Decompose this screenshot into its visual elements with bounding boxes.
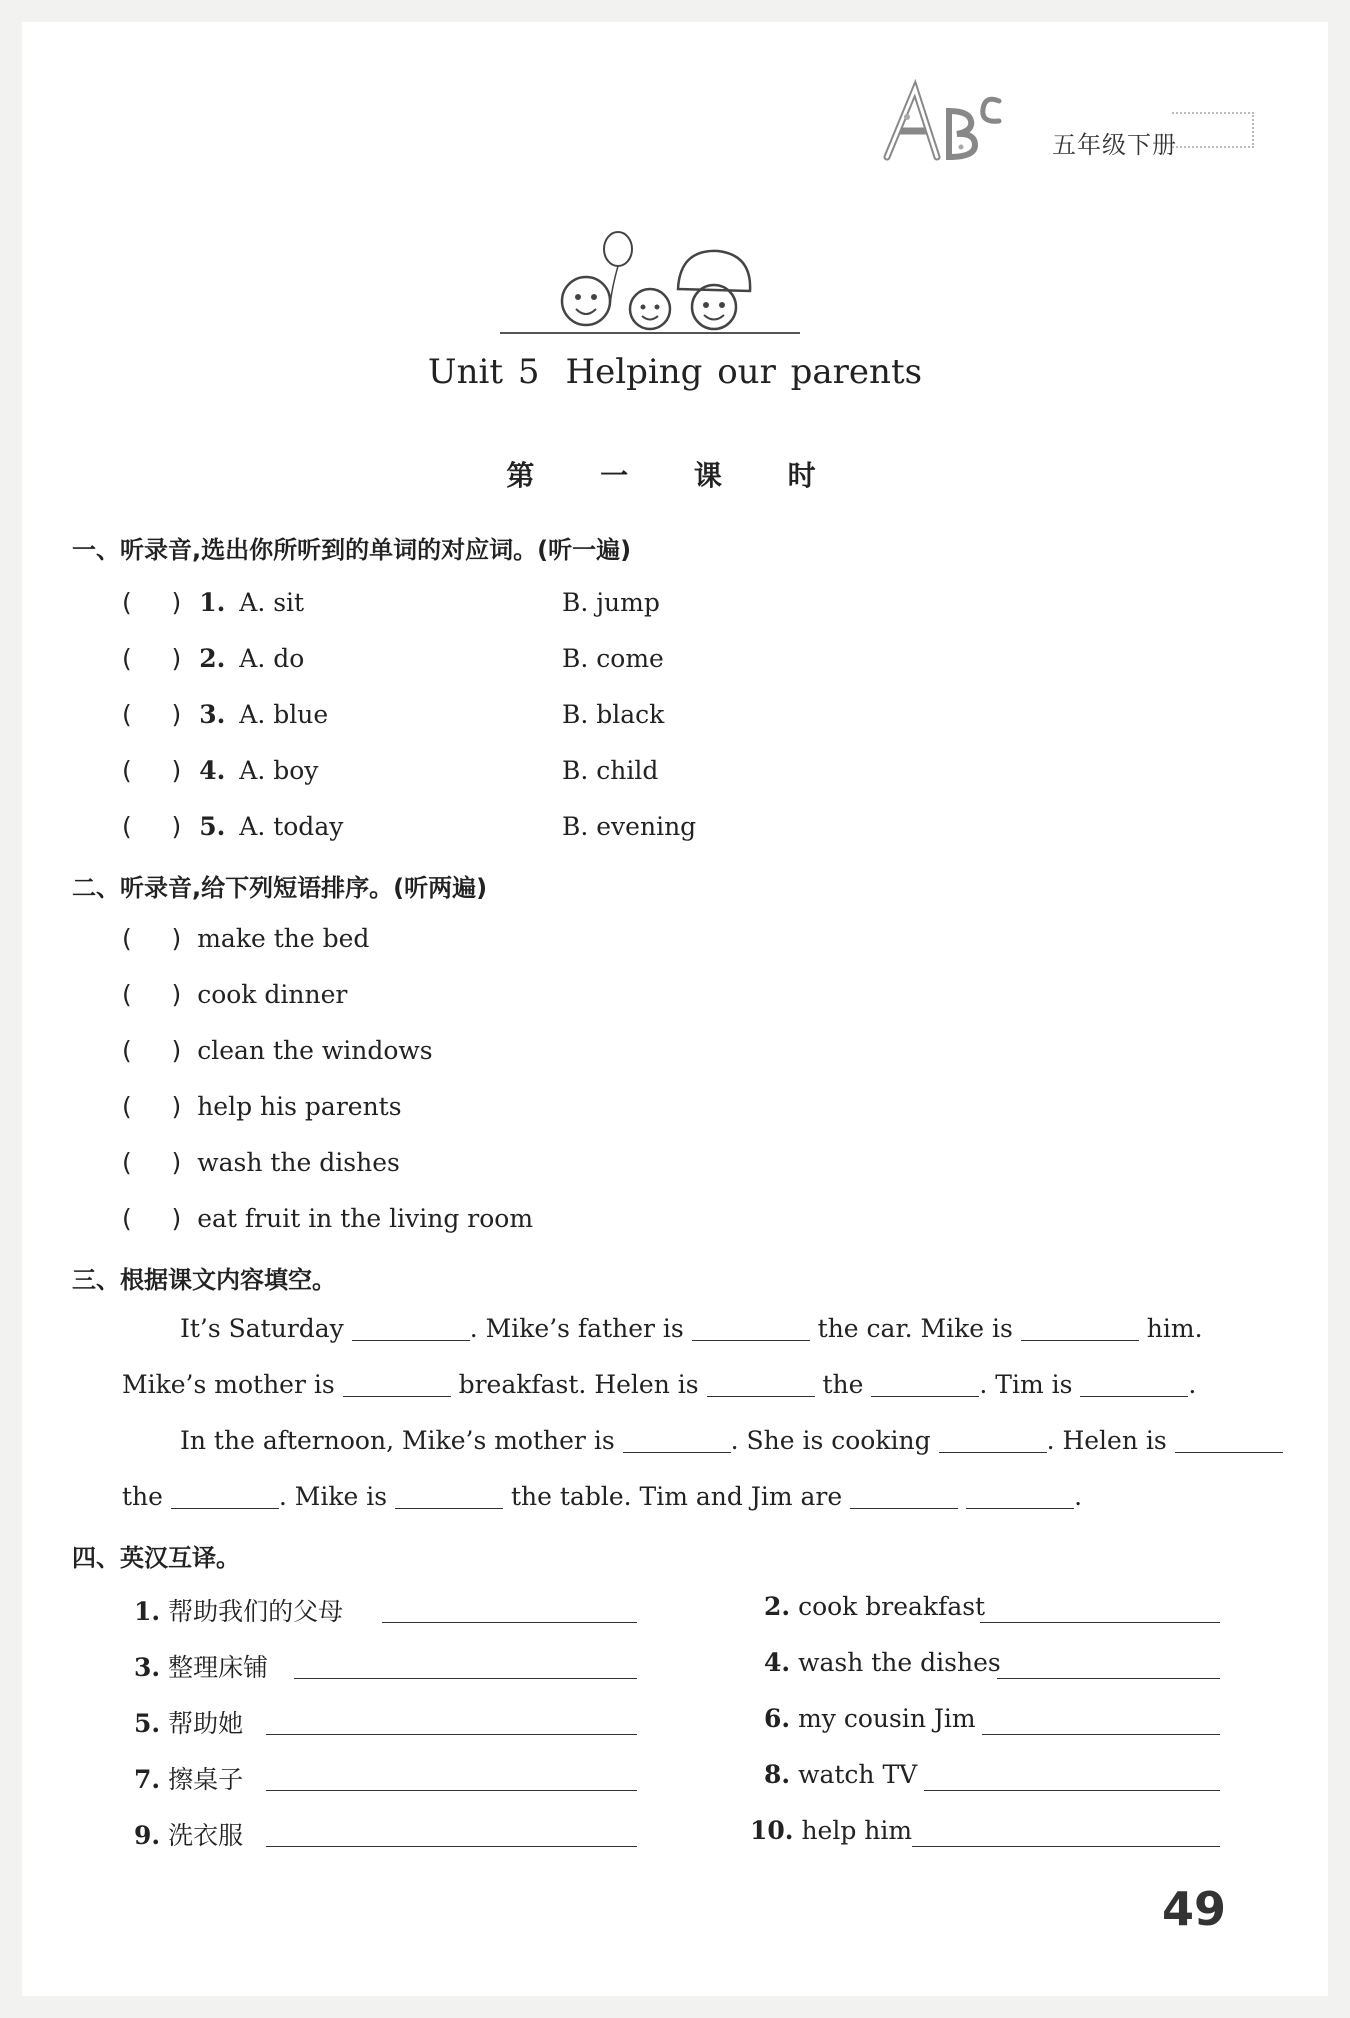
kids-illustration-icon [500, 227, 800, 342]
item-text: 擦桌子 [168, 1765, 244, 1794]
item-number: 9. [134, 1821, 161, 1850]
item-text: 洗衣服 [168, 1821, 244, 1850]
item-number: 4. [199, 756, 226, 785]
s1-item-2 [122, 644, 304, 673]
section3-title: 三、根据课文内容填空。 [72, 1266, 336, 1294]
fill-line-3 [180, 1426, 1283, 1455]
text-segment: Mike’s mother is [122, 1370, 335, 1399]
fill-blank[interactable] [871, 1370, 979, 1397]
s1-item-3 [122, 700, 328, 729]
section4-title: 四、英汉互译。 [72, 1544, 240, 1572]
answer-line[interactable] [294, 1678, 637, 1679]
unit-name: Helping our parents [565, 352, 923, 392]
text-segment: In the afternoon, Mike’s mother is [180, 1426, 615, 1455]
grade-label: 五年级下册 [1052, 131, 1177, 159]
answer-line[interactable] [982, 1734, 1220, 1735]
phrase: eat fruit in the living room [197, 1204, 534, 1233]
s4-left-item [134, 1648, 268, 1684]
text-segment: the [822, 1370, 864, 1399]
s4-left-item [134, 1704, 243, 1740]
answer-line[interactable] [266, 1734, 637, 1735]
phrase: wash the dishes [197, 1148, 400, 1177]
text-segment: It’s Saturday [180, 1314, 344, 1343]
s1-item-4 [122, 756, 318, 785]
option-a: A. blue [239, 700, 329, 729]
text-segment: breakfast. Helen is [458, 1370, 699, 1399]
s4-right-item [764, 1648, 1001, 1677]
fill-blank[interactable] [395, 1482, 503, 1509]
s2-item [122, 1036, 433, 1065]
answer-line[interactable] [924, 1790, 1220, 1791]
item-number: 1. [134, 1597, 161, 1626]
section2-title: 二、听录音,给下列短语排序。(听两遍) [72, 874, 488, 902]
fill-blank[interactable] [1021, 1314, 1139, 1341]
item-text: help him [801, 1816, 913, 1845]
s4-left-item [134, 1760, 243, 1796]
fill-line-2 [122, 1370, 1196, 1399]
item-number: 1. [199, 588, 226, 617]
fill-blank[interactable] [850, 1482, 958, 1509]
fill-blank[interactable] [1080, 1370, 1188, 1397]
s4-right-item [764, 1760, 917, 1789]
s2-item [122, 1204, 533, 1233]
phrase: help his parents [197, 1092, 402, 1121]
s1-item-1 [122, 588, 304, 617]
answer-bracket[interactable]: ( ) [122, 644, 182, 673]
text-segment: . Tim is [979, 1370, 1073, 1399]
text-segment: . Helen is [1046, 1426, 1167, 1455]
item-text: cook breakfast [798, 1592, 986, 1621]
answer-bracket[interactable]: ( ) [122, 1148, 182, 1177]
answer-bracket[interactable]: ( ) [122, 1092, 182, 1121]
text-segment: . [1188, 1370, 1197, 1399]
text-segment: him. [1146, 1314, 1203, 1343]
item-number: 2. [764, 1592, 791, 1621]
answer-bracket[interactable]: ( ) [122, 812, 182, 841]
s2-item [122, 924, 369, 953]
s4-right-item [764, 1704, 976, 1733]
s1-item-5 [122, 812, 343, 841]
abc-logo-icon [867, 77, 1047, 172]
item-number: 3. [134, 1653, 161, 1682]
item-text: 帮助我们的父母 [168, 1597, 344, 1626]
phrase: make the bed [197, 924, 370, 953]
s4-right-item [764, 1592, 985, 1621]
option-b: B. child [562, 756, 659, 785]
item-text: my cousin Jim [798, 1704, 976, 1733]
answer-line[interactable] [382, 1622, 637, 1623]
text-segment: . [1074, 1482, 1083, 1511]
page-number: 49 [1162, 1882, 1227, 1936]
text-segment: the [122, 1482, 163, 1511]
option-a: A. boy [239, 756, 319, 785]
fill-blank[interactable] [343, 1370, 451, 1397]
item-number: 2. [199, 644, 226, 673]
fill-blank[interactable] [352, 1314, 470, 1341]
answer-bracket[interactable]: ( ) [122, 588, 182, 617]
item-number: 8. [764, 1760, 791, 1789]
phrase: cook dinner [197, 980, 348, 1009]
item-number: 6. [764, 1704, 791, 1733]
option-a: A. today [239, 812, 344, 841]
text-segment: the car. Mike is [817, 1314, 1013, 1343]
fill-blank[interactable] [171, 1482, 279, 1509]
answer-line[interactable] [266, 1790, 637, 1791]
fill-blank[interactable] [707, 1370, 815, 1397]
s2-item [122, 1092, 402, 1121]
item-text: wash the dishes [798, 1648, 1001, 1677]
option-b: B. black [562, 700, 665, 729]
item-number: 5. [134, 1709, 161, 1738]
s4-left-item [134, 1816, 243, 1852]
text-segment: . Mike is [278, 1482, 388, 1511]
option-b: B. evening [562, 812, 697, 841]
option-b: B. jump [562, 588, 660, 617]
option-b: B. come [562, 644, 664, 673]
answer-bracket[interactable]: ( ) [122, 700, 182, 729]
text-segment: . She is cooking [730, 1426, 931, 1455]
s4-left-item [134, 1592, 343, 1628]
item-number: 10. [750, 1816, 794, 1845]
answer-bracket[interactable]: ( ) [122, 1204, 182, 1233]
answer-line[interactable] [266, 1846, 637, 1847]
item-number: 3. [199, 700, 226, 729]
fill-blank[interactable] [939, 1426, 1047, 1453]
item-text: watch TV [798, 1760, 918, 1789]
phrase: clean the windows [197, 1036, 433, 1065]
fill-blank[interactable] [623, 1426, 731, 1453]
answer-bracket[interactable]: ( ) [122, 1036, 182, 1065]
item-number: 7. [134, 1765, 161, 1794]
option-a: A. do [239, 644, 305, 673]
fill-blank[interactable] [1175, 1426, 1283, 1453]
s2-item [122, 980, 347, 1009]
fill-line-4 [122, 1482, 1082, 1511]
fill-blank[interactable] [966, 1482, 1074, 1509]
fill-blank[interactable] [692, 1314, 810, 1341]
unit-label: Unit 5 [427, 352, 540, 392]
header-dotted-frame [1172, 112, 1254, 148]
text-segment: the table. Tim and Jim are [511, 1482, 843, 1511]
answer-bracket[interactable]: ( ) [122, 980, 182, 1009]
answer-line[interactable] [997, 1678, 1220, 1679]
answer-line[interactable] [980, 1622, 1220, 1623]
s2-item [122, 1148, 400, 1177]
fill-line-1 [180, 1314, 1203, 1343]
answer-bracket[interactable]: ( ) [122, 756, 182, 785]
s4-right-item [750, 1816, 912, 1845]
text-segment: . Mike’s father is [469, 1314, 684, 1343]
item-number: 4. [764, 1648, 791, 1677]
answer-bracket[interactable]: ( ) [122, 924, 182, 953]
item-text: 帮助她 [168, 1709, 244, 1738]
worksheet-page [22, 22, 1328, 1996]
unit-title [22, 352, 1328, 392]
section1-title: 一、听录音,选出你所听到的单词的对应词。(听一遍) [72, 536, 632, 564]
option-a: A. sit [239, 588, 305, 617]
item-number: 5. [199, 812, 226, 841]
answer-line[interactable] [912, 1846, 1220, 1847]
item-text: 整理床铺 [168, 1653, 269, 1682]
lesson-heading: 第 一 课 时 [506, 459, 844, 492]
